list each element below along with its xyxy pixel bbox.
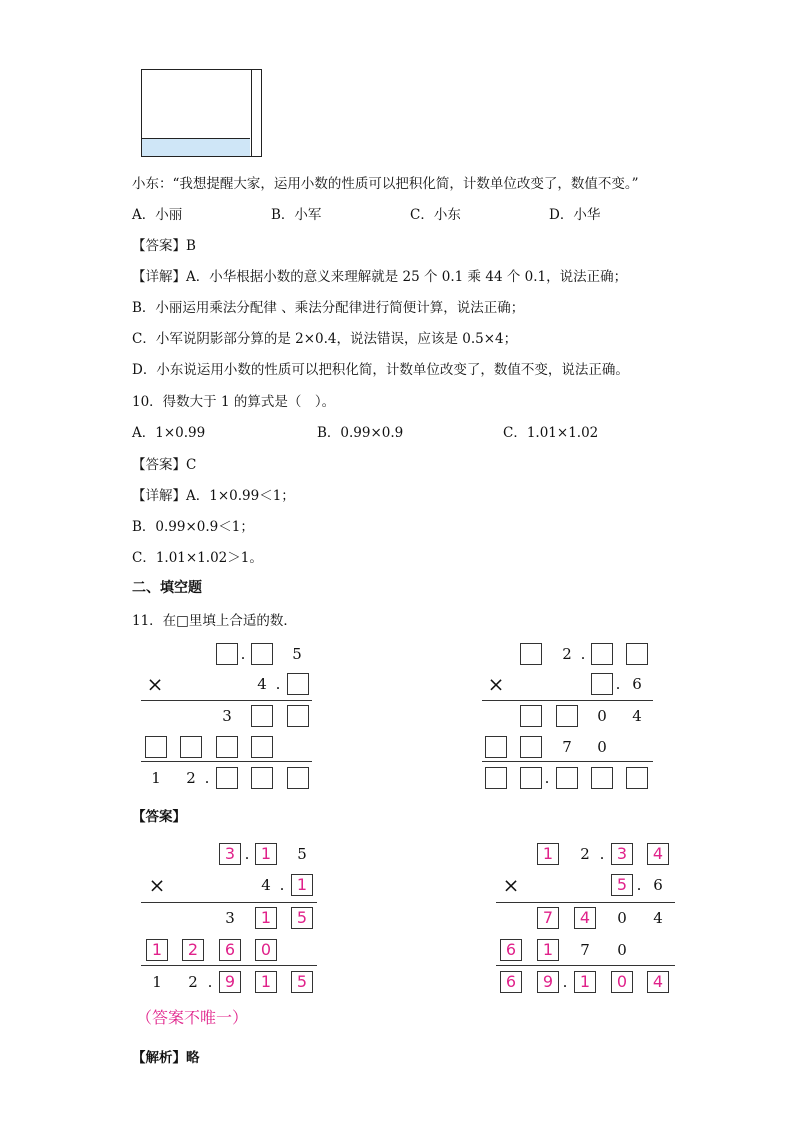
digit: 3	[225, 909, 235, 927]
section-title: 二、填空题	[132, 580, 202, 596]
digit: 0	[617, 909, 627, 927]
decimal-point: .	[636, 876, 642, 894]
answer-box: 4	[574, 907, 596, 929]
q10-detail-a: 【详解】A．1×0.99＜1；	[132, 488, 295, 504]
answer-box: 1	[146, 939, 168, 961]
rule-line	[496, 965, 675, 966]
answer-box: 5	[291, 907, 313, 929]
times-sign: ×	[502, 873, 520, 897]
answer-box: 7	[537, 907, 559, 929]
blank-box[interactable]	[287, 767, 309, 789]
q10-option-b: B．0.99×0.9	[317, 425, 404, 441]
blank-box[interactable]	[591, 767, 613, 789]
digit: 6	[632, 675, 642, 693]
decimal-point: .	[240, 645, 246, 663]
answer-box: 1	[574, 971, 596, 993]
answer-box: 1	[255, 971, 277, 993]
blank-box[interactable]	[216, 767, 238, 789]
decimal-point: .	[599, 845, 605, 863]
digit: 5	[292, 645, 302, 663]
not-unique-note: （答案不唯一）	[136, 1008, 249, 1027]
answer-box: 2	[182, 939, 204, 961]
rule-line	[141, 965, 317, 966]
blank-box[interactable]	[216, 736, 238, 758]
digit: 7	[580, 941, 590, 959]
q10-answer: 【答案】C	[132, 457, 197, 473]
q9-option-c: C．小东	[410, 207, 461, 223]
blank-box[interactable]	[287, 705, 309, 727]
digit: 6	[653, 876, 663, 894]
answer-box: 5	[291, 971, 313, 993]
digit: 1	[152, 973, 162, 991]
digit: 2	[188, 973, 198, 991]
decimal-point: .	[244, 845, 250, 863]
blank-box[interactable]	[556, 767, 578, 789]
answer-box: 4	[647, 971, 669, 993]
answer-box: 0	[255, 939, 277, 961]
answer-box: 0	[611, 971, 633, 993]
q9-detail-b: B．小丽运用乘法分配律 、乘法分配律进行简便计算，说法正确；	[132, 300, 525, 316]
digit: 5	[297, 845, 307, 863]
decimal-point: .	[580, 645, 586, 663]
blank-box[interactable]	[145, 736, 167, 758]
digit: 2	[562, 645, 572, 663]
times-sign: ×	[146, 672, 164, 696]
q9-detail-a: 【详解】A．小华根据小数的意义来理解就是 25 个 0.1 乘 44 个 0.1，说法正确；	[132, 269, 628, 285]
digit: 4	[261, 876, 271, 894]
blank-box[interactable]	[251, 767, 273, 789]
q9-option-b: B．小军	[271, 207, 322, 223]
digit: 0	[597, 707, 607, 725]
blank-box[interactable]	[485, 767, 507, 789]
answer-box: 4	[647, 843, 669, 865]
answer-box: 5	[611, 874, 633, 896]
blank-box[interactable]	[251, 736, 273, 758]
answer-box: 6	[500, 939, 522, 961]
blank-box[interactable]	[591, 673, 613, 695]
analysis-line: 【解析】略	[132, 1050, 200, 1066]
blank-box[interactable]	[520, 736, 542, 758]
blank-box[interactable]	[520, 643, 542, 665]
answer-box: 1	[255, 907, 277, 929]
blank-box[interactable]	[485, 736, 507, 758]
digit: 4	[653, 909, 663, 927]
rule-line	[496, 902, 675, 903]
rule-line	[482, 761, 653, 762]
digit: 7	[562, 738, 572, 756]
blank-box[interactable]	[216, 643, 238, 665]
digit: 4	[257, 675, 267, 693]
rule-line	[482, 700, 653, 701]
xiaodong-statement: 小东：“我想提醒大家，运用小数的性质可以把积化简，计数单位改变了，数值不变。”	[132, 176, 639, 192]
times-sign: ×	[487, 672, 505, 696]
answer-box: 6	[219, 939, 241, 961]
blank-box[interactable]	[520, 705, 542, 727]
q10-detail-c: C．1.01×1.02＞1。	[132, 550, 263, 566]
digit: 2	[186, 769, 196, 787]
blank-box[interactable]	[520, 767, 542, 789]
q10-option-c: C．1.01×1.02	[503, 425, 599, 441]
rule-line	[141, 902, 317, 903]
answer-box: 1	[255, 843, 277, 865]
blank-box[interactable]	[180, 736, 202, 758]
decimal-point: .	[204, 769, 210, 787]
rule-line	[141, 761, 312, 762]
q9-option-a: A．小丽	[132, 207, 183, 223]
q9-detail-c: C．小军说阴影部分算的是 2×0.4，说法错误，应该是 0.5×4；	[132, 331, 518, 347]
q11-answer-label: 【答案】	[132, 809, 186, 825]
answer-box: 9	[537, 971, 559, 993]
q9-detail-d: D．小东说运用小数的性质可以把积化简，计数单位改变了，数值不变，说法正确。	[132, 362, 629, 378]
q10-question: 10．得数大于 1 的算式是（ ）。	[132, 394, 336, 410]
answer-box: 6	[500, 971, 522, 993]
blank-box[interactable]	[626, 643, 648, 665]
blank-box[interactable]	[287, 673, 309, 695]
decimal-point: .	[279, 876, 285, 894]
digit: 3	[222, 707, 232, 725]
digit: 0	[617, 941, 627, 959]
blank-box[interactable]	[251, 643, 273, 665]
rule-line	[141, 700, 312, 701]
decimal-point: .	[562, 973, 568, 991]
digit: 4	[632, 707, 642, 725]
strip-line	[251, 70, 252, 156]
answer-box: 1	[537, 843, 559, 865]
area-model-figure	[141, 69, 262, 157]
blank-box[interactable]	[626, 767, 648, 789]
answer-box: 1	[291, 874, 313, 896]
decimal-point: .	[207, 973, 213, 991]
digit: 0	[597, 738, 607, 756]
q11-question: 11．在□里填上合适的数．	[132, 613, 297, 629]
q9-option-d: D．小华	[549, 207, 601, 223]
q9-answer: 【答案】B	[132, 238, 196, 254]
times-sign: ×	[148, 873, 166, 897]
blank-box[interactable]	[591, 643, 613, 665]
answer-box: 3	[611, 843, 633, 865]
shaded-area	[142, 138, 250, 156]
blank-box[interactable]	[251, 705, 273, 727]
answer-box: 3	[219, 843, 241, 865]
digit: 1	[151, 769, 161, 787]
q10-detail-b: B．0.99×0.9＜1；	[132, 519, 254, 535]
q10-option-a: A．1×0.99	[132, 425, 206, 441]
answer-box: 9	[219, 971, 241, 993]
decimal-point: .	[544, 769, 550, 787]
answer-box: 1	[537, 939, 559, 961]
decimal-point: .	[275, 675, 281, 693]
decimal-point: .	[615, 675, 621, 693]
blank-box[interactable]	[556, 705, 578, 727]
digit: 2	[580, 845, 590, 863]
